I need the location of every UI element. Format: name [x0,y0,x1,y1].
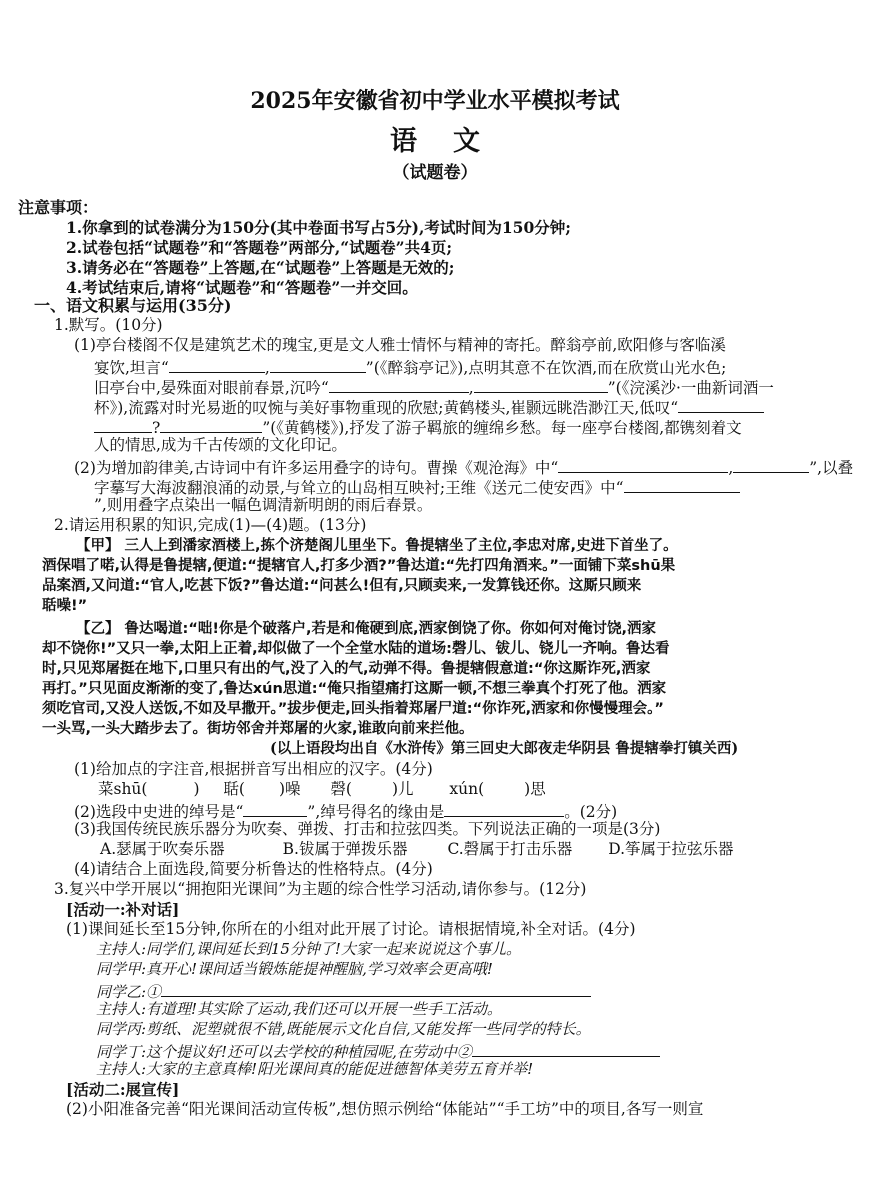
question-3-label: 3.复兴中学开展以“拥抱阳光课间”为主题的综合性学习活动,请你参与。(12分) [54,880,587,898]
answer-blank[interactable] [558,458,728,473]
answer-blank[interactable] [624,478,740,493]
dialog-line: 同学丙:剪纸、泥塑就很不错,既能展示文化自信,又能发挥一些同学的特长。 [96,1020,591,1038]
notes-item: 3.请务必在“答题卷”上答题,在“试题卷”上答题是无效的; [66,258,455,277]
q1-line: 旧亭台中,晏殊面对眼前春景,沉吟“ , ”(《浣溪沙·一曲新词酒一 [94,379,774,397]
notes-item: 1.你拿到的试卷满分为150分(其中卷面书写占5分),考试时间为150分钟; [66,218,571,237]
answer-blank[interactable] [94,418,152,433]
question-1-label: 1.默写。(10分) [54,316,163,334]
dialog-line: 主持人:有道理!其实除了运动,我们还可以开展一些手工活动。 [96,1000,502,1018]
q1-line: ? ”(《黄鹤楼》),抒发了游子羁旅的缠绵乡愁。每一座亭台楼阁,都镌刻着文 [94,418,742,437]
option-a[interactable]: A.瑟属于吹奏乐器 [100,840,225,858]
passage-yi-line: 一头骂,一头大踏步去了。街坊邻舍并郑屠的火家,谁敢向前来拦他。 [42,721,474,737]
paper-type: （试题卷） [392,163,478,183]
passage-jia-line: 聒噪!” [42,598,88,614]
option-d[interactable]: D.筝属于拉弦乐器 [608,840,734,858]
q2-sub-4: (4)请结合上面选段,简要分析鲁达的性格特点。(4分) [74,860,433,878]
answer-blank[interactable] [243,802,307,817]
q1-line: 字摹写大海波翻浪涌的动景,与耸立的山岛相互映衬;王维《送元二使安西》中“ [94,478,740,497]
answer-blank[interactable] [169,358,265,373]
answer-blank[interactable] [733,458,809,473]
activity-2-heading: [活动二:展宣传] [66,1080,180,1099]
notes-item: 4.考试结束后,请将“试题卷”和“答题卷”一并交回。 [66,278,418,297]
answer-blank[interactable] [329,378,469,393]
passage-yi-line: 【乙】 鲁达喝道:“咄!你是个破落户,若是和俺硬到底,洒家倒饶了你。你如何对俺讨饶,洒家 [76,621,657,637]
dialog-line: 同学丁:这个提议好!还可以去学校的种植园呢,在劳动中② [96,1042,660,1060]
q3-sub-1: (1)课间延长至15分钟,你所在的小组对此开展了讨论。请根据情境,补全对话。(4分) [66,920,636,938]
answer-blank[interactable] [472,1042,660,1057]
answer-blank[interactable] [161,982,591,997]
option-c[interactable]: C.磬属于打击乐器 [447,840,573,858]
dialog-line: 同学甲:真开心!课间适当锻炼能提神醒脑,学习效率会更高哦! [96,960,493,978]
q1-line: 人的情思,成为千古传颂的文化印记。 [94,436,347,454]
q2-sub-2: (2)选段中史进的绰号是“ ”,绰号得名的缘由是 。(2分) [74,803,618,821]
dialog-line: 主持人:同学们,课间延长到15分钟了!大家一起来说说这个事儿。 [96,940,521,958]
answer-blank[interactable] [678,398,764,413]
q1-line: 杯》),流露对时光易逝的叹惋与美好事物重现的欣慰;黄鹤楼头,崔颢远眺浩渺江天,低叹“ [94,398,764,417]
passage-yi-line: 再打。”只见面皮渐渐的变了,鲁达xún思道:“俺只指望痛打这厮一顿,不想三拳真个打死了他。洒家 [42,681,667,697]
activity-1-heading: [活动一:补对话] [66,900,180,919]
q2-sub-3: (3)我国传统民族乐器分为吹奏、弹拨、打击和拉弦四类。下列说法正确的一项是(3分) [74,820,661,838]
q1-line: 宴饮,坦言“ , ”(《醉翁亭记》),点明其意不在饮酒,而在欣赏山光水色; [94,359,727,377]
q2-sub-1-items: 菜shū( ) 聒( )噪 磬( )儿 xún( )思 [98,780,546,798]
passage-jia-line: 【甲】 三人上到潘家酒楼上,拣个济楚阁儿里坐下。鲁提辖坐了主位,李忠对席,史进下首坐了。 [76,538,678,554]
passage-source: (以上语段均出自《水浒传》第三回史大郎夜走华阴县 鲁提辖拳打镇关西) [270,740,739,757]
notes-heading: 注意事项： [18,198,99,217]
question-2-label: 2.请运用积累的知识,完成(1)—(4)题。(13分) [54,516,367,534]
exam-title: 2025年安徽省初中学业水平模拟考试 [250,88,620,114]
answer-blank[interactable] [444,802,564,817]
option-b[interactable]: B.钹属于弹拨乐器 [282,840,408,858]
q2-sub-1: (1)给加点的字注音,根据拼音写出相应的汉字。(4分) [74,760,433,778]
answer-blank[interactable] [270,358,366,373]
answer-blank[interactable] [160,418,262,433]
dialog-line: 同学乙:① [96,982,591,1000]
passage-yi-line: 时,只见郑屠挺在地下,口里只有出的气,没了入的气,动弹不得。鲁提辖假意道:“你这厮诈死,洒家 [42,661,651,677]
subject-title: 语文 [390,126,516,157]
q2-options [100,842,734,858]
answer-blank[interactable] [474,378,608,393]
notes-item: 2.试卷包括“试题卷”和“答题卷”两部分,“试题卷”共4页; [66,238,453,257]
passage-yi-line: 却不饶你!”又只一拳,太阳上正着,却似做了一个全堂水陆的道场:磬儿、钹儿、铙儿一齐响。鲁达看 [42,641,670,657]
q3-sub-2: (2)小阳准备完善“阳光课间活动宣传板”,想仿照示例给“体能站”“手工坊”中的项目,各写一则宣 [66,1100,704,1118]
q1-line: ”,则用叠字点染出一幅色调清新明朗的雨后春景。 [94,496,433,514]
passage-yi-line: 须吃官司,又没人送饭,不如及早撒开。”拔步便走,回头指着郑屠尸道:“你诈死,洒家和你慢慢理会。” [42,701,664,717]
passage-jia-line: 品案酒,又问道:“官人,吃甚下饭?”鲁达道:“问甚么!但有,只顾卖来,一发算钱还你。这厮只顾来 [42,578,642,594]
dialog-line: 主持人:大家的主意真棒!阳光课间真的能促进德智体美劳五育并举! [96,1060,534,1078]
section-heading: 一、语文积累与运用(35分) [34,296,232,315]
q1-line: (2)为增加韵律美,古诗词中有许多运用叠字的诗句。曹操《观沧海》中“ , ”,以叠 [74,459,854,477]
passage-jia-line: 酒保唱了喏,认得是鲁提辖,便道:“提辖官人,打多少酒?”鲁达道:“先打四角酒来。”一面铺下菜shū果 [42,558,676,574]
q1-line: (1)亭台楼阁不仅是建筑艺术的瑰宝,更是文人雅士情怀与精神的寄托。醉翁亭前,欧阳修与客临溪 [74,336,726,354]
